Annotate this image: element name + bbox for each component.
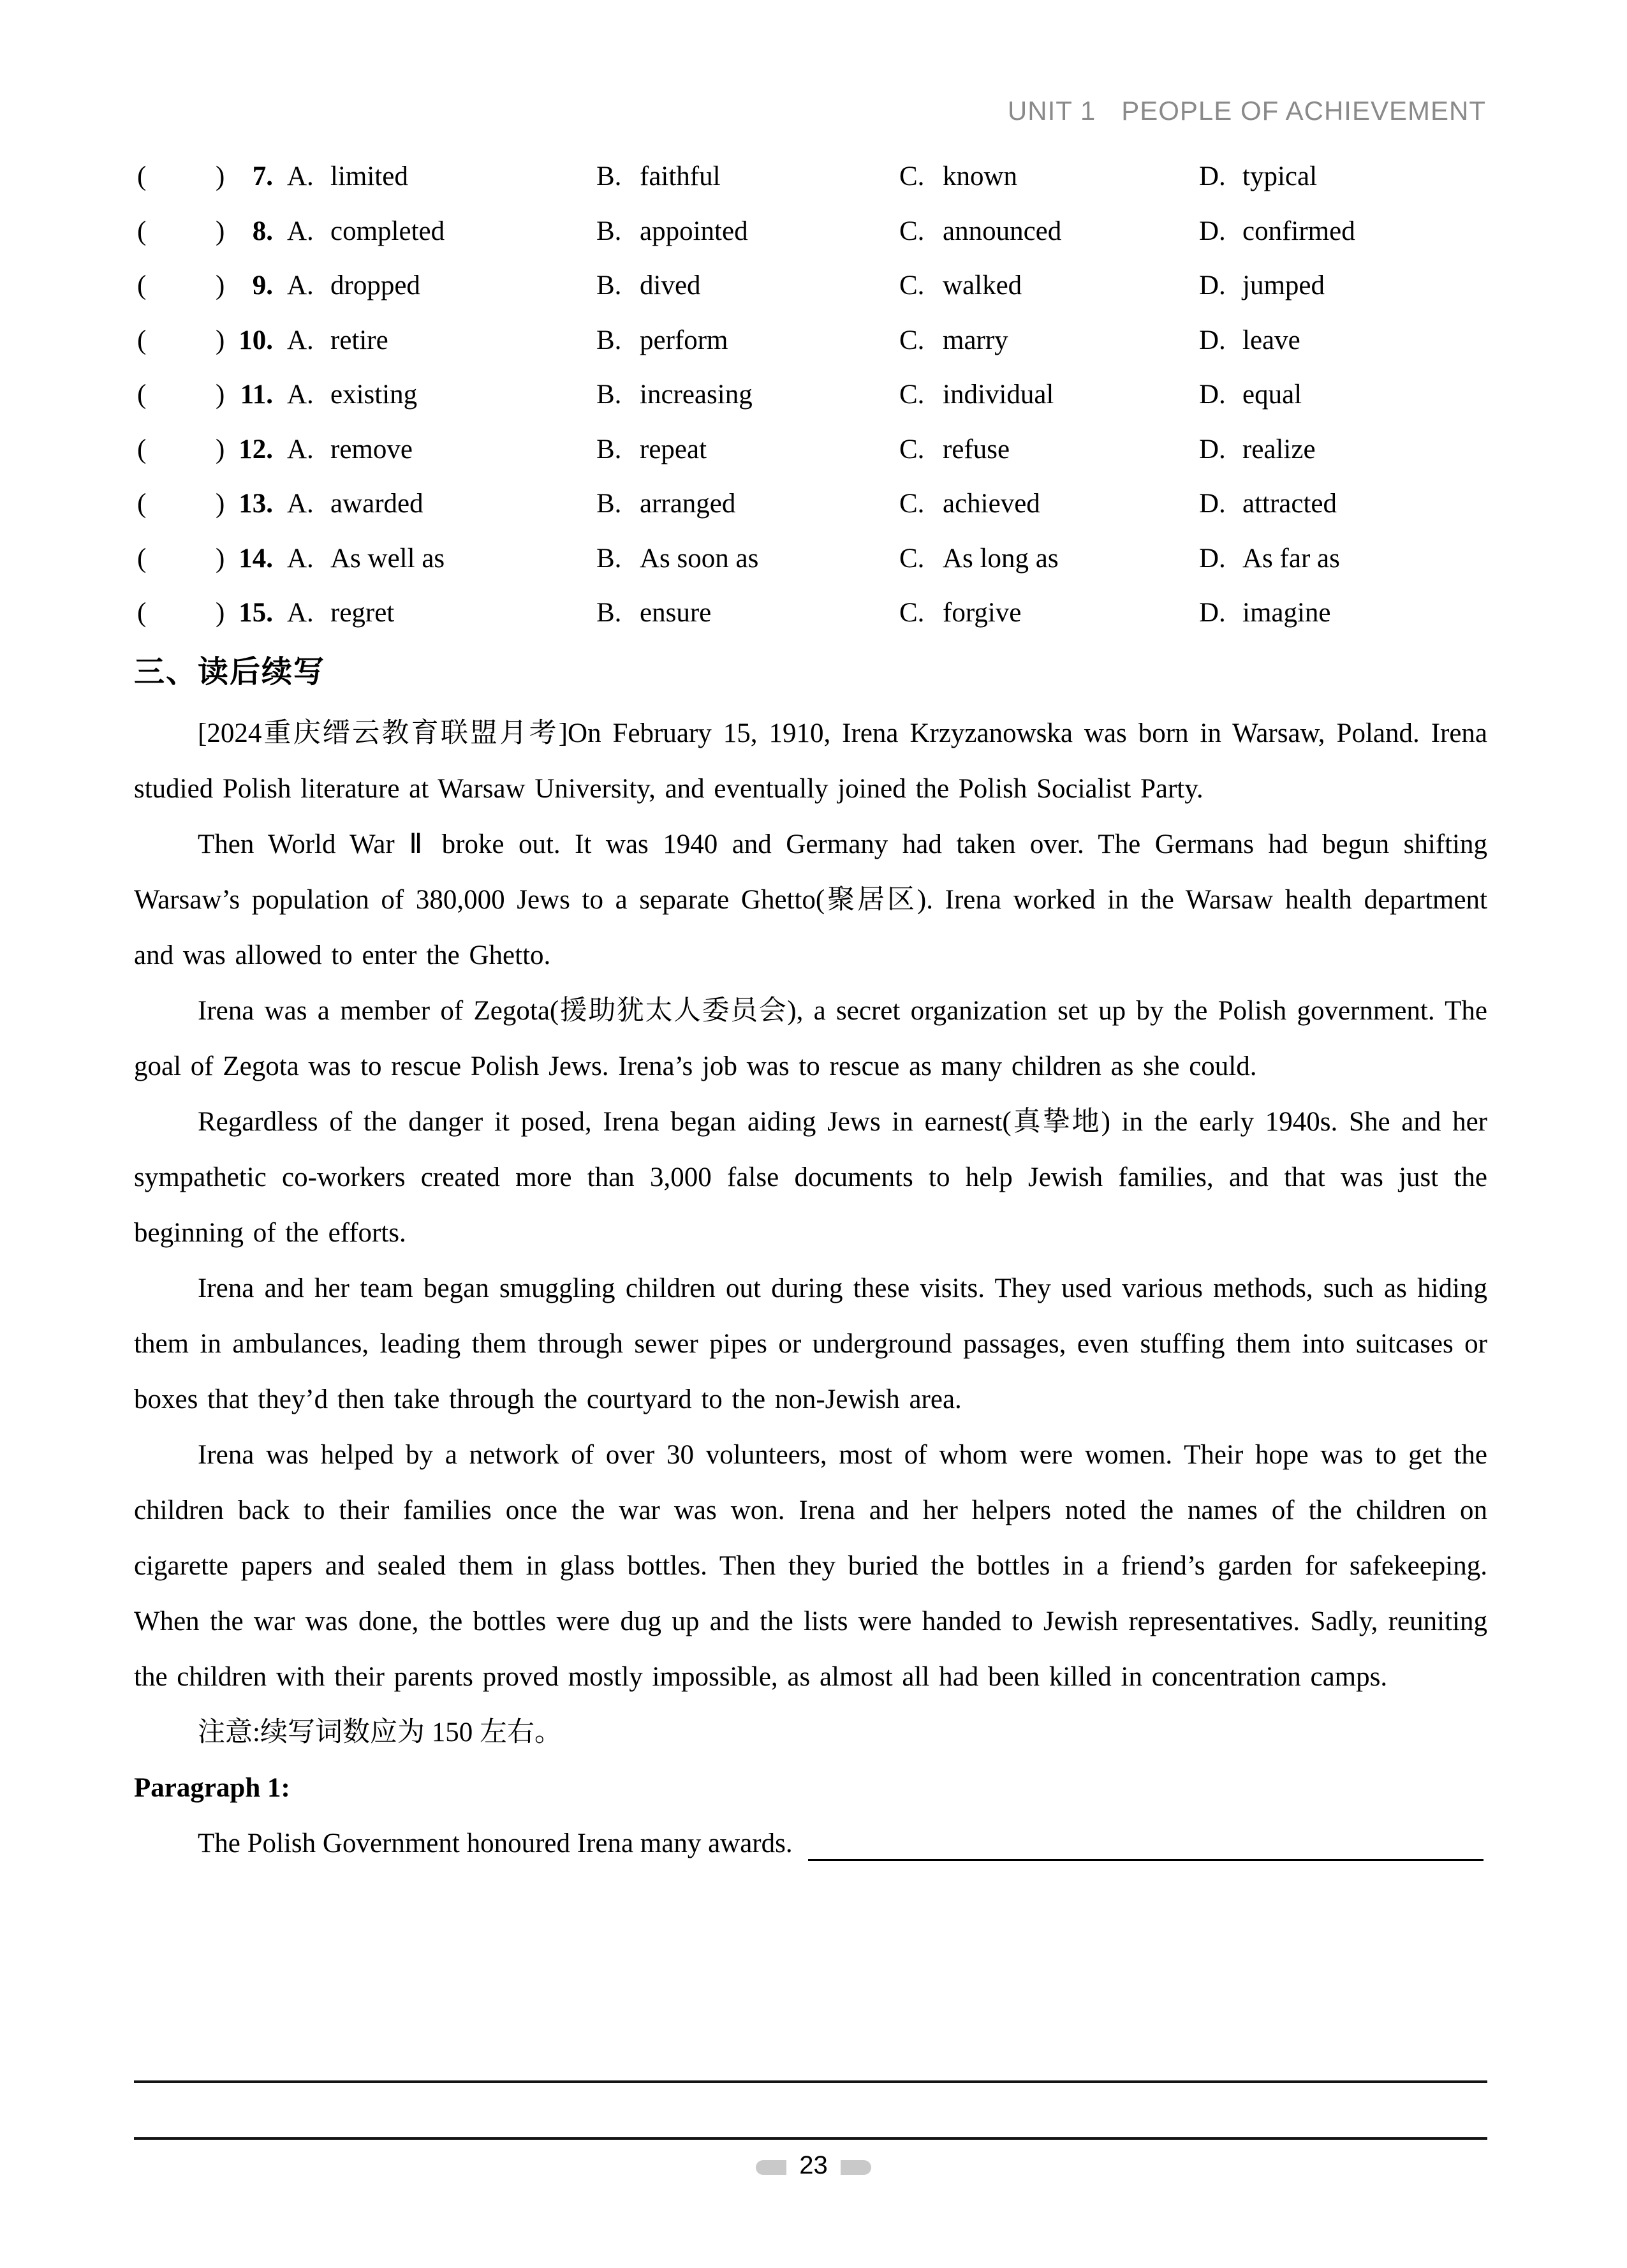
option-a-text: retire [330,325,388,355]
passage-paragraph-3: Irena was a member of Zegota(援助犹太人委员会), a secret organization set up by the Polish government. The goal of Zegota was to rescue Polish Jews. Irena’s job was to rescue as many children as she could. [134,996,1487,1081]
question-number: 9. [252,271,273,300]
page-number: 23 [799,2151,828,2179]
question-row [134,204,1487,259]
option-c-letter: C. [899,598,925,628]
option-b [596,477,735,531]
option-c-text: refuse [943,434,1010,464]
answer-bracket-close: ) [216,434,225,464]
passage-paragraph-4: Regardless of the danger it posed, Irena began aiding Jews in earnest(真挚地) in the early 1940s. She and her sympathetic co-workers created more than 3,000 false documents to help Jewish families, and that was just the beginning of the efforts. [134,1107,1487,1248]
option-b [596,313,728,368]
option-d-text: confirmed [1242,216,1355,246]
option-b-letter: B. [596,161,622,191]
paragraph-1-lead [134,1816,1487,1871]
option-b [596,367,753,422]
option-c [899,422,1010,477]
option-a-letter: A. [287,380,314,410]
answer-bracket-open: ( [137,325,147,355]
option-c-text: marry [943,325,1008,355]
unit-label: UNIT 1 [1007,96,1096,126]
option-c-letter: C. [899,489,925,519]
option-d [1199,531,1340,586]
option-d-text: typical [1242,161,1318,191]
option-a-text: dropped [330,271,420,300]
option-b-letter: B. [596,434,622,464]
option-b [596,204,748,259]
option-c [899,204,1061,259]
word-count-note: 注意:续写词数应为 150 左右。 [198,1717,562,1747]
option-d-text: imagine [1242,598,1331,628]
question-row [134,422,1487,477]
option-b-text: dived [640,271,701,300]
option-c-letter: C. [899,216,925,246]
answer-bracket-close: ) [216,325,225,355]
option-b-text: arranged [640,489,736,519]
answer-bracket-close: ) [216,489,225,519]
option-d [1199,149,1317,204]
option-c [899,313,1008,368]
option-d-letter: D. [1199,598,1226,628]
question-row [134,313,1487,368]
option-a-text: existing [330,380,418,410]
option-a-letter: A. [287,216,314,246]
option-c [899,367,1054,422]
answer-bracket-close: ) [216,161,225,191]
option-c-text: As long as [943,543,1059,574]
option-a [287,367,417,422]
option-b-letter: B. [596,216,622,246]
option-c-text: achieved [943,489,1040,519]
question-row [134,367,1487,422]
option-a-letter: A. [287,489,314,519]
question-number: 12. [239,434,273,464]
option-c-letter: C. [899,161,925,191]
answer-bracket-close: ) [216,271,225,300]
option-b-text: increasing [640,380,753,410]
option-c [899,258,1022,313]
option-b-letter: B. [596,380,622,410]
option-d-text: realize [1242,434,1316,464]
option-a-letter: A. [287,271,314,300]
option-b-text: appointed [640,216,748,246]
question-number: 14. [239,543,273,574]
option-a-text: remove [330,434,413,464]
writing-rule-1 [134,2080,1487,2083]
option-c-text: announced [943,216,1062,246]
option-c [899,531,1059,586]
option-c-text: walked [943,271,1022,300]
option-a [287,422,413,477]
page-footer [0,2153,1627,2182]
option-d [1199,258,1325,313]
question-number: 15. [239,598,273,628]
answer-bracket-open: ( [137,543,147,574]
option-a-text: As well as [330,543,445,574]
answer-bracket-open: ( [137,161,147,191]
answer-bracket-open: ( [137,271,147,300]
question-row [134,149,1487,204]
answer-bracket-open: ( [137,380,147,410]
source-tag: [2024重庆缙云教育联盟月考] [198,718,568,748]
option-d [1199,422,1316,477]
passage-paragraph-5: Irena and her team began smuggling children out during these visits. They used various methods, such as hiding them in ambulances, leading them through sewer pipes or underground passages, even stuffing them into suitcases or boxes that they’d then take through the courtyard to the non-Jewish area. [134,1273,1487,1414]
passage-paragraph-2: Then World War Ⅱ broke out. It was 1940 and Germany had taken over. The Germans had begun shifting Warsaw’s population of 380,000 Jews to a separate Ghetto(聚居区). Irena worked in the Warsaw health department and was allowed to enter the Ghetto. [134,829,1487,970]
option-d-text: As far as [1242,543,1340,574]
passage-paragraph-6: Irena was helped by a network of over 30 volunteers, most of whom were women. Their hope was to get the children back to their families once the war was won. Irena and her helpers noted the names of the children on cigarette papers and sealed them in glass bottles. Then they buried the bottles in a friend’s garden for safekeeping. When the war was done, the bottles were dug up and the lists were handed to Jewish representatives. Sadly, reuniting the children with their parents proved mostly impossible, as almost all had been killed in concentration camps. [134,1440,1487,1692]
option-a [287,477,423,531]
unit-title: PEOPLE OF ACHIEVEMENT [1121,96,1486,126]
question-row [134,586,1487,641]
option-d-letter: D. [1199,325,1226,355]
answer-bracket-close: ) [216,598,225,628]
option-b-letter: B. [596,543,622,574]
writing-line [808,1858,1483,1861]
answer-bracket-close: ) [216,543,225,574]
answer-bracket-open: ( [137,434,147,464]
option-b-text: perform [640,325,728,355]
option-d [1199,204,1355,259]
question-number: 7. [252,161,273,191]
option-d-letter: D. [1199,271,1226,300]
section-heading: 三、读后续写 [134,655,326,689]
option-d-text: jumped [1242,271,1325,300]
option-d-letter: D. [1199,543,1226,574]
option-a-letter: A. [287,161,314,191]
answer-bracket-open: ( [137,489,147,519]
option-d-text: equal [1242,380,1302,410]
option-c-text: known [943,161,1018,191]
question-row [134,258,1487,313]
option-c [899,586,1021,641]
option-a-text: limited [330,161,408,191]
option-a [287,204,445,259]
option-d [1199,313,1300,368]
writing-rule-2 [134,2137,1487,2140]
option-b [596,422,707,477]
option-d-letter: D. [1199,489,1226,519]
option-b [596,258,701,313]
option-b [596,586,711,641]
option-d-text: leave [1242,325,1300,355]
option-a [287,313,388,368]
option-d-letter: D. [1199,434,1226,464]
answer-bracket-open: ( [137,598,147,628]
option-d [1199,477,1337,531]
option-b-text: As soon as [640,543,759,574]
paragraph-1-label: Paragraph 1: [134,1773,290,1803]
option-a-letter: A. [287,543,314,574]
question-number: 11. [240,380,273,410]
option-b-text: repeat [640,434,707,464]
option-d-letter: D. [1199,380,1226,410]
option-d-text: attracted [1242,489,1337,519]
option-a-letter: A. [287,598,314,628]
option-d-letter: D. [1199,161,1226,191]
option-b [596,149,721,204]
option-c-text: forgive [943,598,1022,628]
lead-sentence: The Polish Government honoured Irena many awards. [198,1828,793,1858]
option-a [287,586,394,641]
page-number-decoration-left [756,2160,786,2175]
question-row [134,477,1487,531]
option-c-letter: C. [899,543,925,574]
option-d [1199,367,1302,422]
option-c-letter: C. [899,380,925,410]
option-a [287,531,445,586]
option-b-text: faithful [640,161,721,191]
passage-content [134,706,1487,1871]
option-c [899,477,1040,531]
option-a [287,149,408,204]
option-b [596,531,758,586]
question-number: 13. [239,489,273,519]
question-number: 10. [239,325,273,355]
option-c-letter: C. [899,325,925,355]
option-a-text: awarded [330,489,423,519]
option-a-letter: A. [287,325,314,355]
question-list [134,149,1487,641]
option-b-text: ensure [640,598,712,628]
option-b-letter: B. [596,598,622,628]
option-a-letter: A. [287,434,314,464]
passage-paragraph-1 [134,706,1487,817]
option-c-letter: C. [899,271,925,300]
option-a-text: completed [330,216,445,246]
option-c-text: individual [943,380,1054,410]
answer-bracket-close: ) [216,380,225,410]
answer-bracket-open: ( [137,216,147,246]
option-b-letter: B. [596,325,622,355]
paragraph-text: On February 15, 1910, Irena Krzyzanowska was born in Warsaw, Poland. Irena studied Polish literature at Warsaw University, and eventually joined the Polish Socialist Party. [134,718,1487,804]
option-d-letter: D. [1199,216,1226,246]
option-b-letter: B. [596,489,622,519]
question-row [134,531,1487,586]
option-a [287,258,420,313]
option-c [899,149,1017,204]
answer-bracket-close: ) [216,216,225,246]
option-d [1199,586,1331,641]
page-header [1008,96,1486,126]
question-number: 8. [252,216,273,246]
option-b-letter: B. [596,271,622,300]
option-c-letter: C. [899,434,925,464]
option-a-text: regret [330,598,395,628]
page-number-decoration-right [841,2160,871,2175]
